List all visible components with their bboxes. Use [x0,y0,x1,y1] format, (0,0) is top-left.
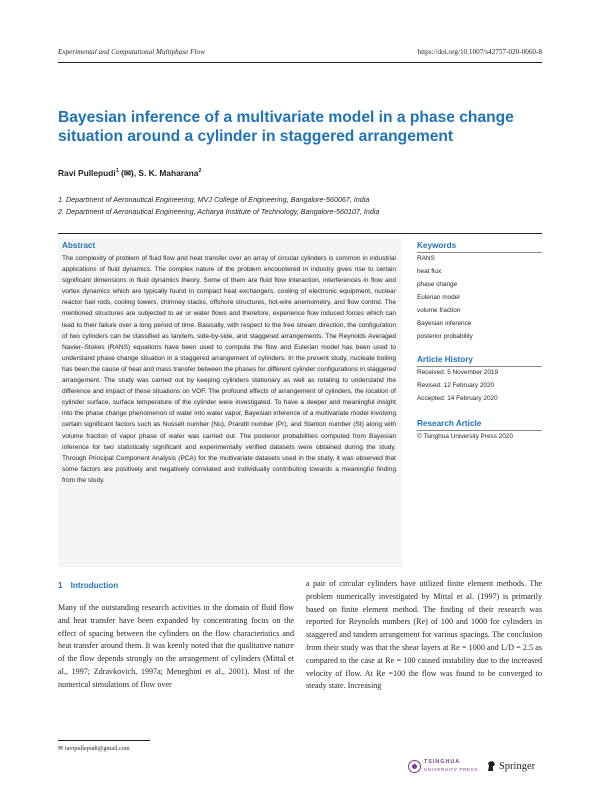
affiliation-1: 1. Department of Aeronautical Engineering, MVJ College of Engineering, Bangalore-560067, India [58,195,370,204]
author-2: S. K. Maharana [138,168,199,178]
doi-link[interactable]: https://doi.org/10.1007/s42757-020-0060-8 [417,48,542,56]
springer-name: Springer [498,760,536,772]
research-heading: Research Article [417,419,482,428]
footnote-rule [58,740,150,741]
keyword-item: Eulerian model [417,294,460,301]
tsinghua-seal-icon [408,760,421,773]
springer-horse-icon [486,760,497,772]
history-rule [417,366,542,367]
section-number: 1 [58,581,63,590]
author-line [58,168,201,178]
envelope-icon: ✉ [58,745,64,752]
springer-logo [486,760,535,772]
keyword-item: RANS [417,255,435,262]
affiliation-2: 2. Department of Aeronautical Engineering, Acharya Institute of Technology, Bangalore-560107, India [58,207,380,216]
intro-right-column: a pair of circular cylinders have utilized finite element methods. The problem numerically investigated by Mittal et al. (1997) is primarily based on finite element method. The finding of their research was reported for Reynolds numbers (Re) of 100 and 1000 for cylinders in staggered and tandem arrangement for various spacings. The conclusion from their study was that the shear layers at Re = 1000 and L/D = 2.5 as compared to the case at Re = 100 caused instability due to the increased velocity of flow. At Re =100 the flow was found to be converged to steady state. Increasing [306,579,542,691]
journal-name: Experimental and Computational Multiphase Flow [58,48,205,56]
keyword-item: posterior probability [417,333,473,340]
section-rule [58,233,542,234]
received-date: Received: 5 November 2019 [417,369,498,376]
tsinghua-logo [408,759,478,773]
intro-left-column: Many of the outstanding research activities in the domain of fluid flow and heat transfer have been expanded by concentrating focus on the effect of spacing between the cylinders on the flow characteristics and heat transfer around them. It was keenly noted that the qualitative nature of the flow depends strongly on the arrangement of cylinders (Mittal et al., 1997; Zdravkovich, 1997a; Meneghini et al., 2001). Most of the numerical simulations of flow over [58,603,294,689]
research-rule [417,430,542,431]
keyword-item: phase change [417,281,458,288]
author-separator: , [133,168,139,178]
author-2-affil: 2 [198,168,202,175]
mail-icon: (✉) [121,168,134,178]
publisher-logos [408,759,535,773]
copyright-notice: © Tsinghua University Press 2020 [417,433,513,440]
revised-date: Revised: 12 February 2020 [417,382,495,389]
keyword-item: volume fraction [417,307,461,314]
section-title: Introduction [70,581,119,590]
corresponding-email[interactable] [58,745,130,752]
email-address: ravipullepudi@gmail.com [64,745,130,752]
keyword-item: heat flux [417,268,442,275]
tsinghua-name: TSINGHUA [424,759,461,765]
abstract-text: The complexity of problem of fluid flow and heat transfer over an array of circular cylinders is common in industrial applications of fluid dynamics. The complex nature of the problem encountered in industry gives rise to certain significant dimensions in fluid dynamics theory. Some of them are fluid flow interaction, interferences in flow and vortex dynamics which are typically found in compact heat exchangers, cooling of electronic equipment, nuclear reactor fuel rods, cooling towers, chimney stacks, offshore structures, hot-wire anemometry, and flow control. The mentioned structures are subjected to air or water flows and therefore, experience flow induced forces which can lead to their failure over a long period of time. Basically, with respect to the free stream direction, the configuration of two cylinders can be classified as tandem, side-by-side, and staggered arrangements. The Reynolds Averaged Navier–Stokes (RANS) equations have been used to compute the flow and Eulerian model has been used to understand phase change situation in a staggered arrangement of cylinders. In the present study, nucleate boiling has been the cause of heat and mass transfer between the phases for different cylinder configurations in staggered arrangement. The study was carried out by keeping cylinders stationary as well as rotating to understand the difference and impact of these situations on VOF. The profound effects of arrangement of cylinders, the location of cylinder surface, surface temperature of the cylinder were investigated. To have a deeper and meaningful insight into the phase change phenomenon of water into water vapor, Bayesian inference of a multivariate model involving certain significant factors such as Nusselt number (Nu), Prandtl number (Pr), and Stanton number (St) along with volume fraction of vapor phase of water was carried out. The posterior probabilities computed from Bayesian inference for two statistically significant and experimentally verified datasets were obtained during the study. Through Principal Component Analysis (PCA) for the multivariate datasets used in the study, it was observed that some factors are positively and negatively correlated and individually contributing towards a meaningful finding from the study. [62,255,396,484]
author-1: Ravi Pullepudi [58,168,116,178]
accepted-date: Accepted: 14 February 2020 [417,395,498,402]
abstract-heading: Abstract [62,241,96,250]
history-heading: Article History [417,355,473,364]
introduction-heading [58,581,118,590]
author-1-affil: 1 [115,168,119,175]
keyword-item: Bayesian inference [417,320,472,327]
keywords-rule [417,252,542,253]
tsinghua-press: UNIVERSITY PRESS [424,767,478,772]
paper-title: Bayesian inference of a multivariate model in a phase change situation around a cylinder in staggered arrangement [58,109,514,145]
keywords-heading: Keywords [417,241,457,250]
header-rule [58,62,542,63]
